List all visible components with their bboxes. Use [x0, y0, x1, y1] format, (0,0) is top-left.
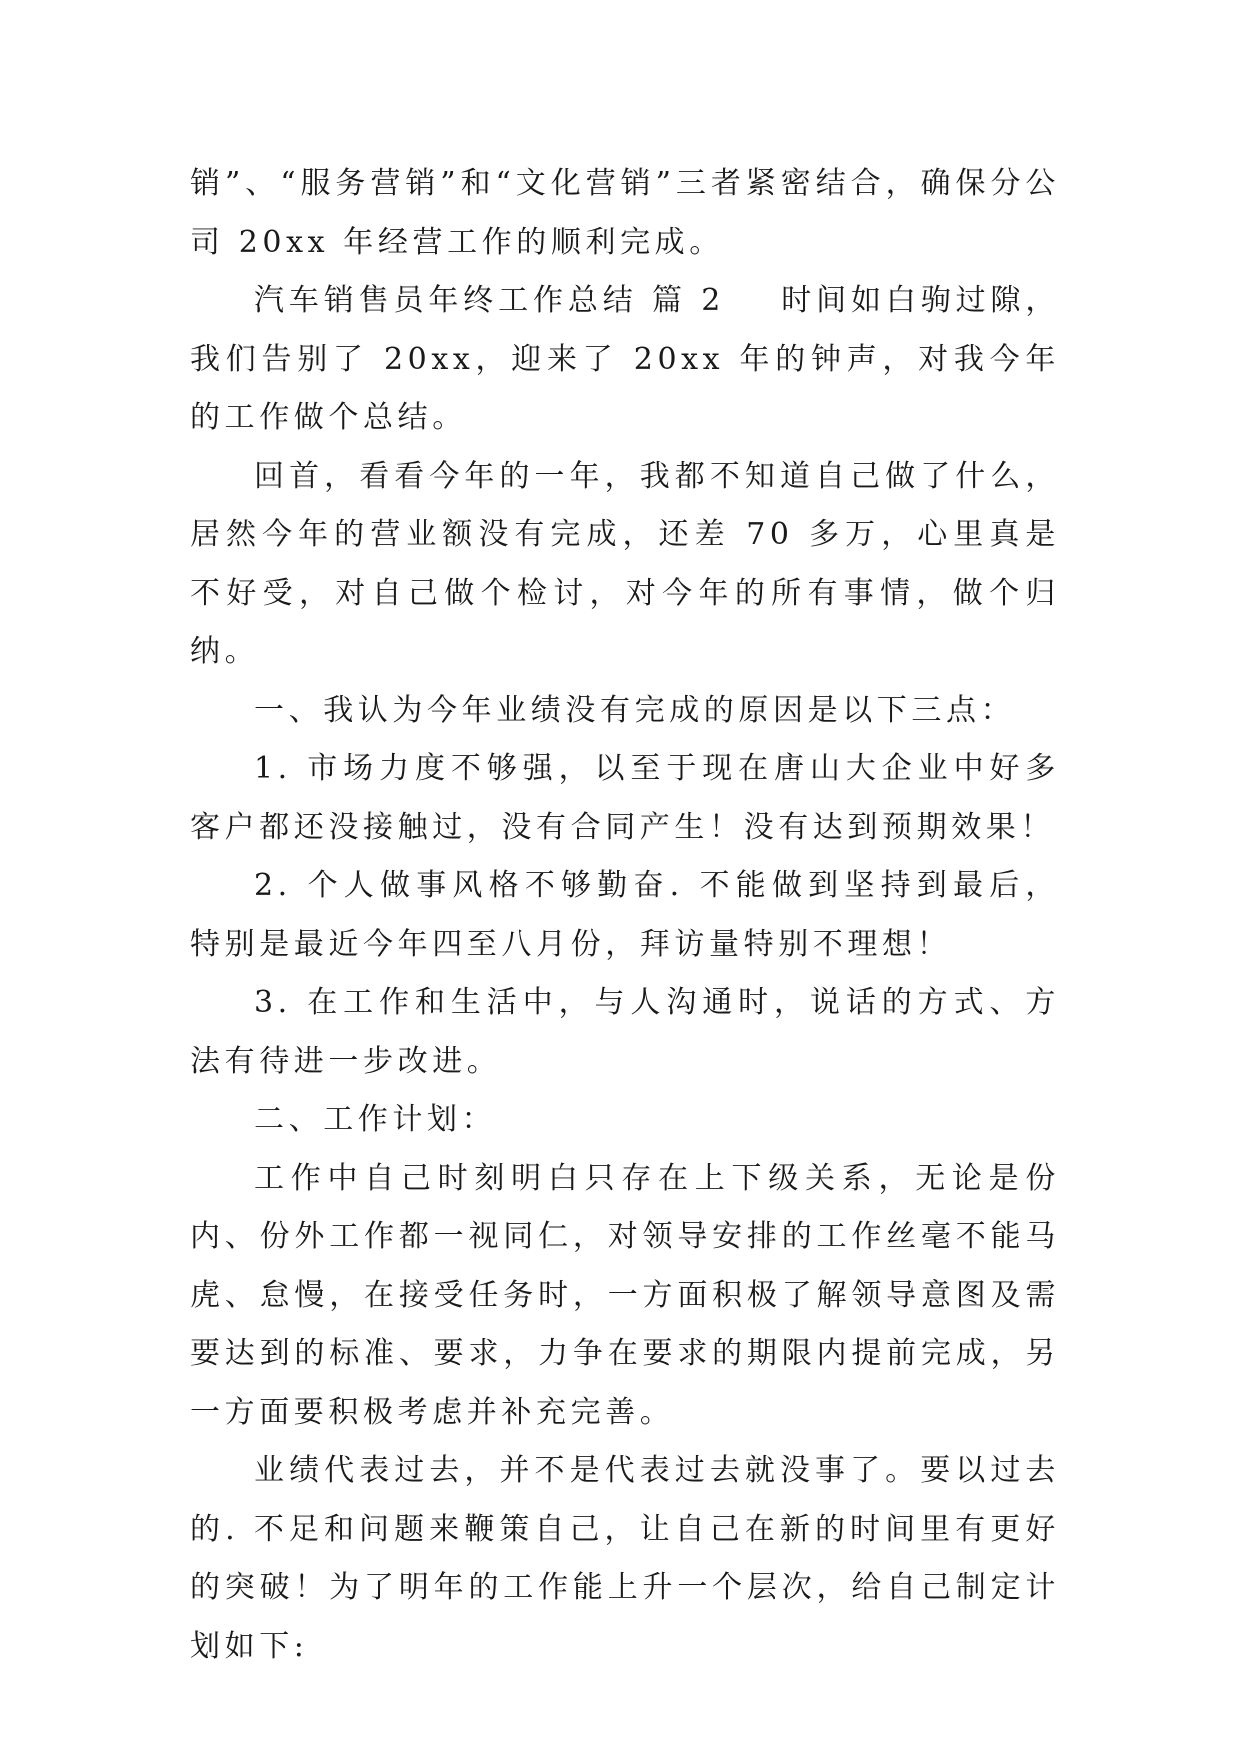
paragraph-8 [190, 1091, 1060, 1150]
paragraph-text: 3. 在工作和生活中，与人沟通时，说话的方式、方法有待进一步改进。 [190, 985, 1060, 1079]
paragraph-2 [190, 272, 1060, 448]
paragraph-7 [190, 974, 1060, 1091]
paragraph-text: 工作中自己时刻明白只存在上下级关系，无论是份内、份外工作都一视同仁，对领导安排的工作丝毫不能马虎、怠慢，在接受任务时，一方面积极了解领导意图及需要达到的标准、要求，力争在要求的期限内提前完成，另一方面要积极考虑并补充完善。 [190, 1160, 1060, 1430]
document-body [190, 155, 1060, 1676]
paragraph-1 [190, 155, 1060, 272]
paragraph-10 [190, 1442, 1060, 1676]
paragraph-text: 2. 个人做事风格不够勤奋. 不能做到坚持到最后，特别是最近今年四至八月份，拜访量特别不理想！ [190, 868, 1060, 962]
paragraph-text: 回首，看看今年的一年，我都不知道自己做了什么，居然今年的营业额没有完成，还差 70 多万，心里真是不好受，对自己做个检讨，对今年的所有事情，做个归纳。 [190, 458, 1060, 669]
paragraph-text: 1. 市场力度不够强，以至于现在唐山大企业中好多客户都还没接触过，没有合同产生！没有达到预期效果！ [190, 751, 1060, 845]
paragraph-text: 一、我认为今年业绩没有完成的原因是以下三点： [254, 692, 1016, 728]
paragraph-text: 业绩代表过去，并不是代表过去就没事了。要以过去的. 不足和问题来鞭策自己，让自己在新的时间里有更好的突破！为了明年的工作能上升一个层次，给自己制定计划如下: [190, 1453, 1060, 1664]
paragraph-text: 销”、“服务营销”和“文化营销”三者紧密结合，确保分公司 20xx 年经营工作的顺利完成。 [190, 166, 1060, 260]
section-title: 汽车销售员年终工作总结 篇 2 [254, 283, 725, 318]
paragraph-9 [190, 1150, 1060, 1443]
paragraph-5 [190, 740, 1060, 857]
paragraph-3 [190, 448, 1060, 682]
paragraph-6 [190, 857, 1060, 974]
paragraph-text: 二、工作计划： [254, 1102, 497, 1137]
paragraph-4 [190, 682, 1060, 741]
paragraph-text: 时间如白驹过隙，我们告别了 20xx，迎来了 20xx 年的钟声，对我今年的工作做个总结。 [190, 283, 1060, 435]
